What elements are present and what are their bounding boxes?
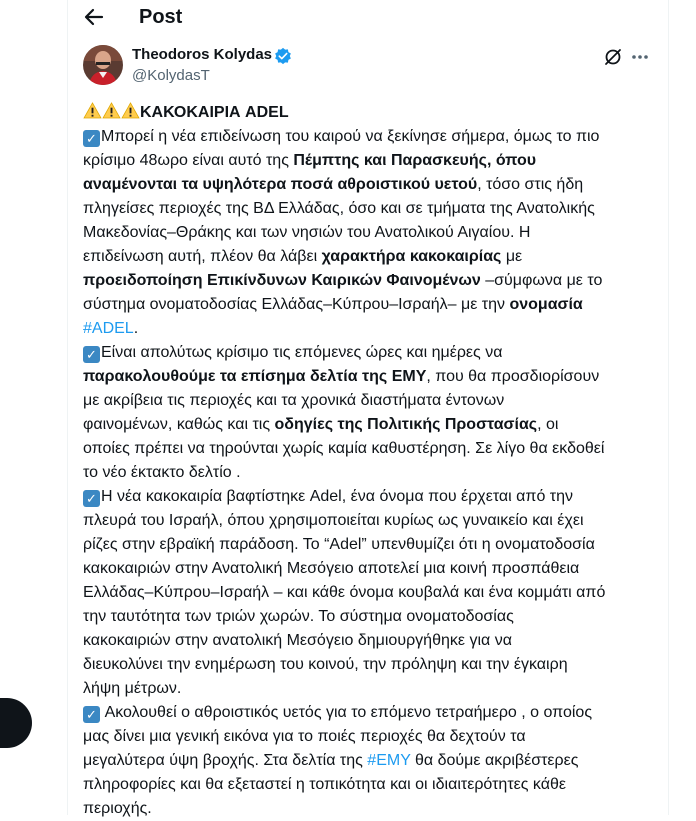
text-line bbox=[83, 173, 653, 197]
more-icon bbox=[631, 54, 649, 60]
text-line: λήψη μέτρων. bbox=[83, 680, 182, 697]
column-border-right bbox=[668, 0, 669, 815]
text-line: κακοκαιριών στην Ανατολική Μεσόγειο αποτελεί μια κοινή προσπάθεια bbox=[83, 560, 580, 577]
text-span: σύστημα ονοματοδοσίας Ελλάδας–Κύπρου–Ισραήλ– με την bbox=[83, 296, 510, 313]
warning-emoji bbox=[121, 102, 140, 119]
text-line bbox=[83, 317, 653, 341]
text-line: μας δίνει μια γενική εικόνα για το ποιές περιοχές θα δεχτούν τα bbox=[83, 728, 526, 745]
more-button[interactable] bbox=[630, 47, 650, 67]
text-line: πληγείσες περιοχές της ΒΔ Ελλάδας, όσο και σε τμήματα της Ανατολικής bbox=[83, 200, 595, 217]
text-span: Μπορεί η νέα επιδείνωση του καιρού να ξεκίνησε σήμερα, όμως το πιο bbox=[101, 128, 600, 145]
check-box-emoji: ✓ bbox=[83, 346, 100, 363]
text-line: την ταυτότητα των τριών χωρών. Το σύστημα ονοματοδοσίας bbox=[83, 608, 514, 625]
text-line bbox=[83, 749, 653, 773]
page-title: Post bbox=[139, 6, 183, 28]
warning-emoji bbox=[102, 102, 121, 119]
text-line bbox=[83, 149, 653, 173]
text-line bbox=[83, 365, 653, 389]
bold-text: οδηγίες της Πολιτικής Προστασίας bbox=[274, 416, 538, 433]
text-line: ρίζες στην εβραϊκή παράδοση. Το “Adel” υπενθυμίζει ότι η ονοματοδοσία bbox=[83, 536, 595, 553]
text-span: Είναι απολύτως κρίσιμο τις επόμενες ώρες και ημέρες να bbox=[101, 344, 503, 361]
grok-button[interactable] bbox=[603, 47, 623, 67]
avatar[interactable] bbox=[83, 45, 123, 85]
text-span: –σύμφωνα με το bbox=[480, 272, 603, 289]
text-line: Μακεδονίας–Θράκης και των νησιών του Ανατολικού Αιγαίου. Η bbox=[83, 224, 531, 241]
text-line bbox=[83, 485, 653, 509]
bold-text: Πέμπτης και Παρασκευής, όπου bbox=[293, 152, 537, 169]
text-line: κακοκαιριών στην ανατολική Μεσόγειο δημιουργήθηκε για να bbox=[83, 632, 512, 649]
grok-icon bbox=[603, 47, 623, 67]
text-span: Ακολουθεί ο αθροιστικός υετός για το επόμενο τετραήμερο , ο οποίος bbox=[101, 704, 593, 721]
author-name[interactable]: Theodoros Kolydas bbox=[132, 46, 273, 63]
hashtag-emy-link[interactable]: #ΕΜΥ bbox=[367, 752, 411, 769]
text-span: , οι bbox=[537, 416, 559, 433]
bold-text: αναμένονται τα υψηλότερα ποσά αθροιστικού υετού bbox=[83, 176, 478, 193]
bold-text: προειδοποίηση Επικίνδυνων Καιρικών Φαινομένων bbox=[83, 272, 481, 289]
tweet-text bbox=[83, 125, 653, 821]
text-span: . bbox=[133, 320, 139, 337]
text-line: πληροφορίες και θα εξεταστεί η τοπικότητα και οι ιδιαιτερότητες κάθε bbox=[83, 776, 567, 793]
text-line bbox=[83, 293, 653, 317]
check-box-emoji: ✓ bbox=[83, 130, 100, 147]
warning-emoji bbox=[83, 102, 102, 119]
arrow-left-icon bbox=[84, 7, 104, 27]
text-line: το νέο έκτακτο δελτίο . bbox=[83, 464, 241, 481]
text-line: οποίες πρέπει να τηρούνται χωρίς καμία καθυστέρηση. Σε λίγο θα εκδοθεί bbox=[83, 440, 605, 457]
text-span: μεγαλύτερα ύψη βροχής. Στα δελτία της bbox=[83, 752, 368, 769]
hashtag-adel-link[interactable]: #ADEL bbox=[83, 320, 134, 337]
text-span: , τόσο στις ήδη bbox=[477, 176, 584, 193]
text-span: με bbox=[501, 248, 523, 265]
check-box-emoji: ✓ bbox=[83, 490, 100, 507]
text-span: θα δούμε ακριβέστερες bbox=[410, 752, 579, 769]
bold-text: ονομασία bbox=[509, 296, 583, 313]
text-span: , που θα προσδιορίσουν bbox=[426, 368, 600, 385]
text-line bbox=[83, 701, 653, 725]
text-line: περιοχής. bbox=[83, 800, 152, 817]
text-span: κρίσιμο 48ωρο είναι αυτό της bbox=[83, 152, 294, 169]
tweet-title-text: ΚΑΚΟΚΑΙΡΙΑ ADEL bbox=[140, 104, 289, 121]
text-span: επιδείνωση αυτή, πλέον θα λάβει bbox=[83, 248, 322, 265]
text-line: πλευρά του Ισραήλ, όπου χρησιμοποιείται κυρίως ως γυναικείο και έχει bbox=[83, 512, 584, 529]
floating-action-button[interactable] bbox=[0, 698, 32, 748]
text-line bbox=[83, 269, 653, 293]
verified-badge-icon bbox=[274, 47, 292, 65]
text-span: Η νέα κακοκαιρία βαφτίστηκε Adel, ένα όνομα που έρχεται από την bbox=[101, 488, 574, 505]
text-span: φαινομένων, καθώς και τις bbox=[83, 416, 275, 433]
text-line bbox=[83, 125, 653, 149]
bold-text: παρακολουθούμε τα επίσημα δελτία της ΕΜΥ bbox=[83, 368, 427, 385]
text-line: Ελλάδας–Κύπρου–Ισραήλ – και κάθε όνομα κουβαλά και ένα κομμάτι από bbox=[83, 584, 606, 601]
back-button[interactable] bbox=[83, 4, 105, 30]
tweet-title bbox=[83, 102, 289, 122]
bold-text: χαρακτήρα κακοκαιρίας bbox=[321, 248, 502, 265]
check-box-emoji: ✓ bbox=[83, 706, 100, 723]
author-handle[interactable]: @KolydasT bbox=[132, 67, 210, 84]
text-line bbox=[83, 245, 653, 269]
text-line: με ακρίβεια τις περιοχές και τα χρονικά διαστήματα έντονων bbox=[83, 392, 505, 409]
text-line bbox=[83, 341, 653, 365]
column-border-left bbox=[67, 0, 68, 815]
text-line: διευκολύνει την ενημέρωση του κοινού, την πρόληψη και την έγκαιρη bbox=[83, 656, 568, 673]
text-line bbox=[83, 413, 653, 437]
